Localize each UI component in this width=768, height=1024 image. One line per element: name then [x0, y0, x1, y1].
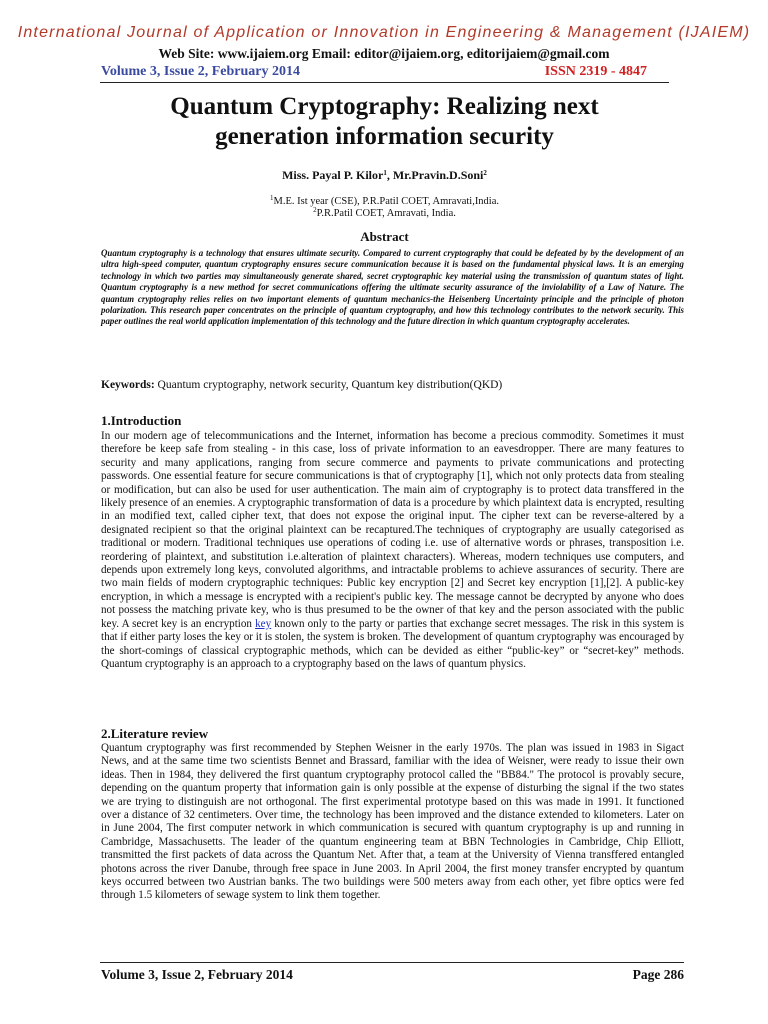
author-2: Mr.Pravin.D.Soni	[392, 168, 484, 182]
key-link[interactable]: key	[255, 617, 272, 630]
author-separator: ,	[386, 168, 393, 182]
abstract-heading: Abstract	[360, 229, 409, 244]
keywords	[101, 379, 684, 391]
author-1-affiliation-mark: 1	[383, 169, 387, 177]
author-2-affiliation-mark: 2	[483, 169, 487, 177]
introduction-text-part-1: In our modern age of telecommunications and the Internet, information has become a precious commodity. Sometimes it must therefore be keep safe from stealing - in this case, loss of private information to an eavesdropper. There are many features to security and many applications, ranging from secure commerce and payments to private communications and protecting passwords. One essential feature for secure communications is that of cryptography [1], which not only protects data from stealing or modification, but can also be used for user authentication. The main aim of cryptography is to protect data transffered in the likely presence of an enemies. A cryptographic transformation of data is a procedure by which plaintext data is encrypted, resulting in an modified text, called cipher text, that does not expose the original input. The cipher text can be reverse-altered by a designated recipient so that the original plaintext can be recaptured.The techniques of cryptography are usually categorised as traditional or modern. Traditional techniques use operations of coding i.e. use of alternative words or phrases, transposition i.e. reordering of plaintext, and substitution i.e.alteration of plaintext characters). Whereas, modern techniques use computers, and depends upon extremely long keys, convoluted algorithms, and intractable problems to achieve assurances of security. There are two main fields of modern cryptographic techniques: Public key encryption [2] and Secret key encryption [1],[2]. A public-key encryption, in which a message is encrypted with a recipient's public key. The message cannot be decrypted by anyone who does not possess the matching private key, who is thus presumed to be the owner of that key and the person associated with the public key. A secret key is an encryption	[101, 430, 684, 630]
author-1: Miss. Payal P. Kilor	[282, 168, 384, 182]
affiliation-2	[100, 208, 669, 219]
introduction-body	[101, 430, 684, 671]
affiliation-2-text: P.R.Patil COET, Amravati, India.	[316, 208, 456, 219]
keywords-text: Quantum cryptography, network security, Quantum key distribution(QKD)	[154, 379, 503, 391]
header-volume: Volume 3, Issue 2, February 2014	[101, 64, 300, 79]
affiliation-1-text: M.E. Ist year (CSE), P.R.Patil COET, Amravati,India.	[273, 196, 500, 207]
paper-title	[100, 92, 669, 152]
header-divider	[100, 82, 669, 83]
abstract-body: Quantum cryptography is a technology that ensures ultimate security. Compared to current cryptography that could be defeated by by the development of an ultra high-speed computer, quantum cryptography ensures secure communication because it is based on the fundamental physical laws. It is an emerging technology in which two parties may simultaneously generate shared, secret cryptographic key material using the transmission of quantum states of light. Quantum cryptography is a new method for secret communications offering the ultimate security assurance of the inviolability of a Law of Nature. The quantum cryptography relies relies on two important elements of quantum mechanics-the Heisenberg Uncertainty principle and the principle of photon polarization. This research paper concentrates on the principle of quantum cryptography, and how this technology contributes to the network security. This paper outlines the real world application implementation of this technology and the future direction in which quantum cryptography accelerates.	[101, 248, 684, 327]
affiliation-1	[100, 196, 669, 207]
introduction-text-part-2: known only to the party or parties that exchange secret messages. The risk in this system is that if either party loses the key or it is stolen, the system is broken. The development of quantum cryptography was encouraged by the short-comings of classical cryptographic methods, which can be devided as either “public-key” or “secret-key” methods. Quantum cryptography is an approach to a cryptography based on the laws of quantum physics.	[101, 617, 685, 670]
affiliation-1-mark: 1	[269, 194, 274, 202]
paper-title-line-1: Quantum Cryptography: Realizing next	[170, 93, 599, 120]
introduction-heading: 1.Introduction	[101, 413, 182, 428]
footer-page-number: Page 286	[632, 967, 684, 982]
keywords-label: Keywords:	[101, 379, 155, 391]
footer-divider	[100, 962, 684, 963]
author-list	[100, 168, 669, 183]
footer-volume: Volume 3, Issue 2, February 2014	[101, 967, 293, 982]
journal-title: International Journal of Application or Innovation in Engineering & Management (IJAIEM)	[17, 24, 751, 41]
journal-website-line: Web Site: www.ijaiem.org Email: editor@ijaiem.org, editorijaiem@gmail.com	[158, 46, 610, 61]
literature-review-heading: 2.Literature review	[101, 726, 209, 741]
literature-review-body: Quantum cryptography was first recommended by Stephen Weisner in the early 1970s. The plan was issued in 1983 in Sigact News, and at the same time two scientists Bennet and Brassard, familiar with the idea of Weisner, were ready to issue their own ideas. Then in 1984, they delivered the first quantum cryptography protocol called the "BB84." The protocol is provably secure, depending on the quantum property that information gain is only possible at the expense of disturbing the signal if the two states we are trying to distinguish are not orthogonal. The first experimental prototype based on this was made in 1991. It functioned over a distance of 32 centimeters. Over time, the technology has been improved and the distance extended to kilometers. Later on in June 2004, The first computer network in which communication is secured with quantum cryptography is up and running in Cambridge, Massachusetts. The leader of the quantum engineering team at BBN Technologies in Cambridge, Chip Elliott, transmitted the first packets of data across the Quantum Net. After that, a team at the University of Vienna transffered entangled photons across the river Danube, through free space in June 2003. In April 2004, the first money transfer encrypted by quantum keys occurred between two Austrian banks. The two buildings were 500 meters away from each other, yet fibre optics were fed through 1.5 kilometers of sewage system to link them together.	[101, 742, 684, 902]
affiliation-2-mark: 2	[313, 206, 317, 214]
paper-title-line-2: generation information security	[215, 123, 554, 150]
header-issn: ISSN 2319 - 4847	[544, 64, 647, 79]
